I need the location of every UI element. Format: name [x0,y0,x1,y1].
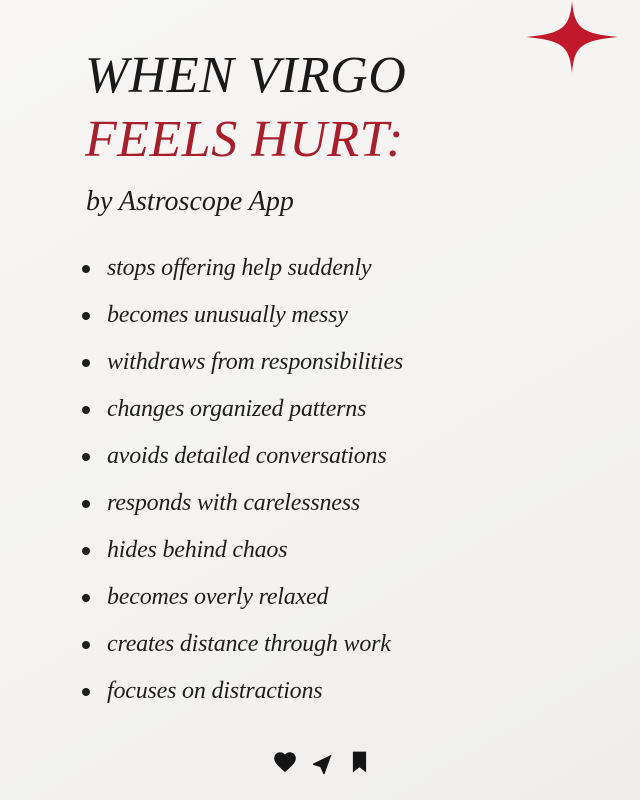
list-item [82,480,403,527]
share-icon[interactable] [312,750,337,775]
list-item [82,527,403,574]
title-line-1: WHEN VIRGO [85,47,407,104]
bullet-dot [82,312,90,320]
list-item-text: withdraws from responsibilities [107,349,404,375]
action-bar [0,749,640,775]
list-item [82,574,403,621]
bullet-dot [82,453,90,461]
list-item-text: stops offering help suddenly [107,255,372,281]
list-item-text: focuses on distractions [107,678,323,704]
behavior-list [82,245,403,715]
list-item [82,245,403,292]
title-line-2: FEELS HURT: [85,111,404,168]
list-item-text: becomes overly relaxed [107,584,329,610]
bullet-dot [82,500,90,508]
list-item-text: hides behind chaos [107,537,288,563]
sparkle-icon [526,1,618,73]
heart-icon[interactable] [272,749,298,775]
bullet-dot [82,406,90,414]
bullet-dot [82,547,90,555]
bookmark-icon[interactable] [351,749,368,775]
list-item-text: avoids detailed conversations [107,443,387,469]
list-item [82,433,403,480]
bullet-dot [82,641,90,649]
bullet-dot [82,688,90,696]
list-item [82,292,403,339]
list-item-text: creates distance through work [107,631,391,657]
bullet-dot [82,594,90,602]
list-item [82,668,403,715]
page-title [85,44,406,172]
list-item-text: becomes unusually messy [107,302,348,328]
list-item [82,386,403,433]
bullet-dot [82,265,90,273]
list-item-text: changes organized patterns [107,396,367,422]
byline: by Astroscope App [86,186,294,217]
list-item [82,339,403,386]
list-item-text: responds with carelessness [107,490,361,516]
bullet-dot [82,359,90,367]
list-item [82,621,403,668]
